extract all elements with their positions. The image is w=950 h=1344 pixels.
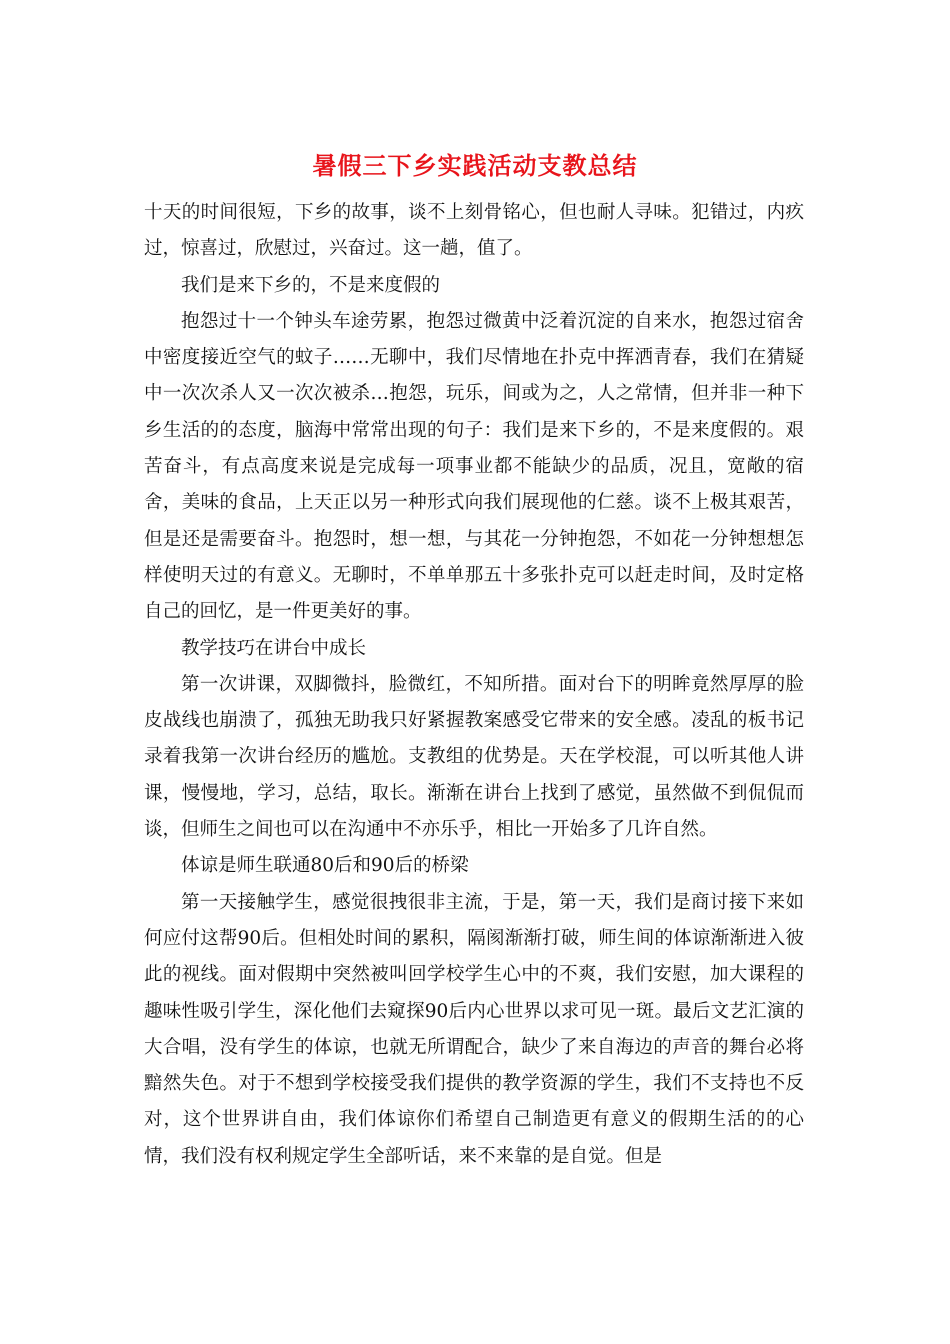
paragraph-complaints: 抱怨过十一个钟头车途劳累，抱怨过微黄中泛着沉淀的自来水，抱怨过宿舍中密度接近空气的蚊子……无聊中，我们尽情地在扑克中挥洒青春，我们在猜疑中一次次杀人又一次次被杀…抱怨，玩乐，间或为之，人之常情，但并非一种下乡生活的的态度，脑海中常常出现的句子：我们是来下乡的，不是来度假的。艰苦奋斗，有点高度来说是完成每一项事业都不能缺少的品质，况且，宽敞的宿舍，美味的食品，上天正以另一种形式向我们展现他的仁慈。谈不上极其艰苦，但是还是需要奋斗。抱怨时，想一想，与其花一分钟抱怨，不如花一分钟想想怎样使明天过的有意义。无聊时，不单单那五十多张扑克可以赶走时间，及时定格自己的回忆，是一件更美好的事。: [144, 310, 804, 623]
paragraph-intro: 十天的时间很短，下乡的故事，谈不上刻骨铭心，但也耐人寻味。犯错过，内疚过，惊喜过，欣慰过，兴奋过。这一趟，值了。: [144, 202, 804, 260]
section-heading-understanding-bridge: 体谅是师生联通80后和90后的桥梁: [181, 855, 469, 877]
section-heading-teaching-skills: 教学技巧在讲台中成长: [181, 637, 367, 659]
document-body: [144, 195, 804, 1175]
paragraph-first-lecture: 第一次讲课，双脚微抖，脸微红，不知所措。面对台下的明眸竟然厚厚的脸皮战线也崩溃了，孤独无助我只好紧握教案感受它带来的安全感。凌乱的板书记录着我第一次讲台经历的尴尬。支教组的优势是。天在学校混，可以听其他人讲课，慢慢地，学习，总结，取长。渐渐在讲台上找到了感觉，虽然做不到侃侃而谈，但师生之间也可以在沟通中不亦乐乎，相比一开始多了几许自然。: [144, 673, 804, 841]
section-heading-not-vacation: 我们是来下乡的，不是来度假的: [181, 274, 441, 296]
document-title: 暑假三下乡实践活动支教总结: [312, 151, 638, 180]
paragraph-students: 第一天接触学生，感觉很拽很非主流，于是，第一天，我们是商讨接下来如何应付这帮90后。但相处时间的累积，隔阂渐渐打破，师生间的体谅渐渐进入彼此的视线。面对假期中突然被叫回学校学生心中的不爽，我们安慰，加大课程的趣味性吸引学生，深化他们去窥探90后内心世界以求可见一斑。最后文艺汇演的大合唱，没有学生的体谅，也就无所谓配合，缺少了来自海边的声音的舞台必将黯然失色。对于不想到学校接受我们提供的教学资源的学生，我们不支持也不反对，这个世界讲自由，我们体谅你们希望自己制造更有意义的假期生活的的心情，我们没有权利规定学生全部听话，来不来靠的是自觉。但是: [144, 891, 804, 1167]
